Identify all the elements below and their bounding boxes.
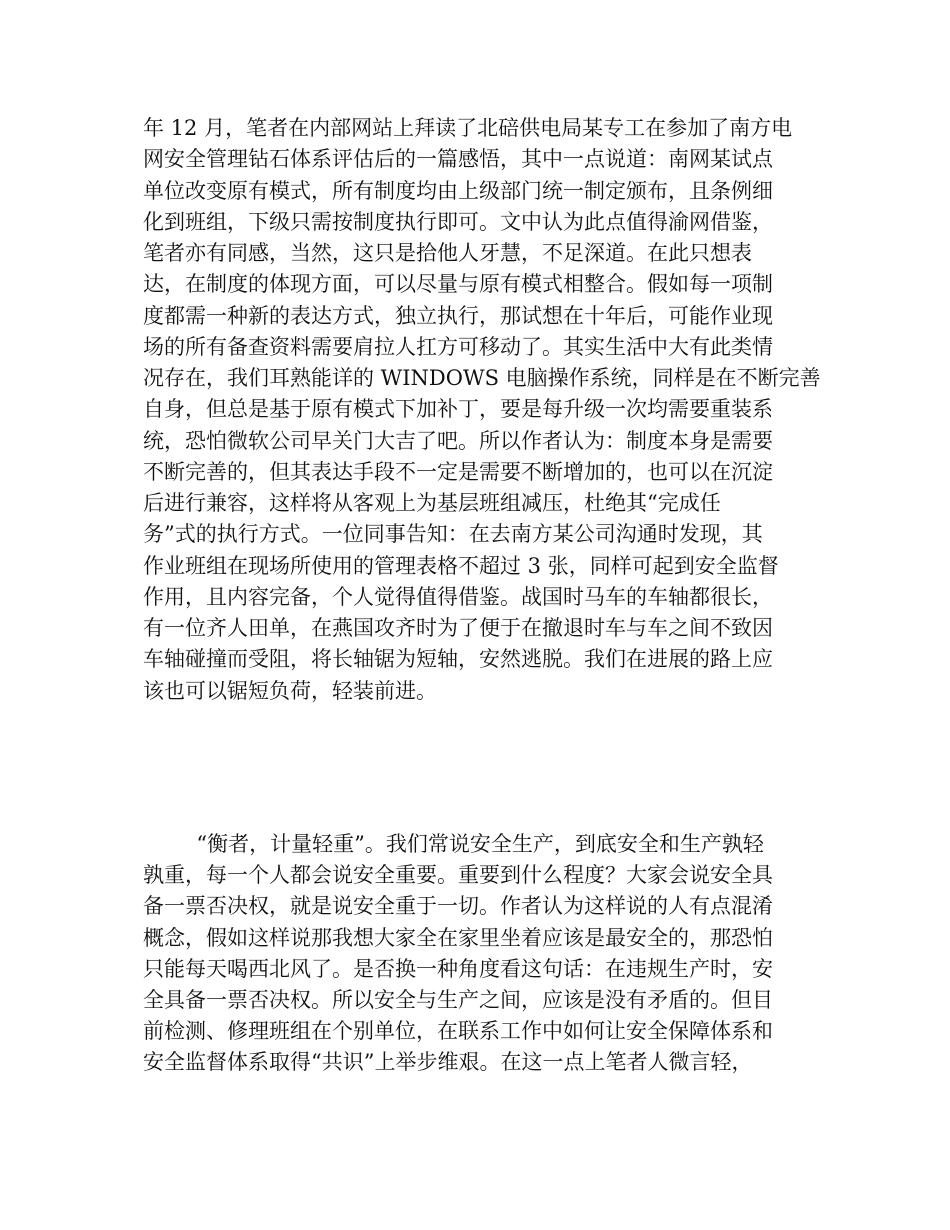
- text-line: 孰重，每一个人都会说安全重要。重要到什么程度？大家会说安全具: [143, 863, 773, 888]
- text-line: 场的所有备查资料需要肩拉人扛方可移动了。其实生活中大有此类情: [143, 334, 773, 359]
- text-line: 备一票否决权，就是说安全重于一切。作者认为这样说的人有点混淆: [143, 894, 773, 919]
- text-line: 统，恐怕微软公司早关门大吉了吧。所以作者认为：制度本身是需要: [143, 428, 773, 453]
- text-line: 年 12 月，笔者在内部网站上拜读了北碚供电局某专工在参加了南方电: [143, 116, 793, 140]
- paragraph-2: [143, 829, 823, 1079]
- text-line: 后进行兼容，这样将从客观上为基层班组减压，杜绝其“完成任: [143, 491, 721, 515]
- text-line: 前检测、修理班组在个别单位，在联系工作中如何让安全保障体系和: [143, 1019, 773, 1044]
- text-line: 达，在制度的体现方面，可以尽量与原有模式相整合。假如每一项制: [143, 272, 773, 297]
- text-line: 不断完善的，但其表达手段不一定是需要不断增加的，也可以在沉淀: [143, 459, 773, 484]
- text-line: 只能每天喝西北风了。是否换一种角度看这句话：在违规生产时，安: [143, 956, 773, 981]
- text-line: 作业班组在现场所使用的管理表格不超过 3 张，同样可起到安全监督: [143, 553, 779, 578]
- text-line: 自身，但总是基于原有模式下加补丁，要是每升级一次均需要重装系: [143, 397, 773, 422]
- text-line: 单位改变原有模式，所有制度均由上级部门统一制定颁布，且条例细: [143, 178, 773, 203]
- text-line: 该也可以锯短负荷，轻装前进。: [143, 678, 437, 703]
- text-line: 作用，且内容完备，个人觉得值得借鉴。战国时马车的车轴都很长，: [143, 584, 773, 609]
- text-line: 况存在，我们耳熟能详的 WINDOWS 电脑操作系统，同样是在不断完善: [143, 366, 821, 390]
- text-line: 安全监督体系取得“共识”上举步维艰。在这一点上笔者人微言轻，: [143, 1050, 753, 1075]
- paragraph-1: [143, 113, 823, 707]
- text-line: “衡者，计量轻重”。我们常说安全生产，到底安全和生产孰轻: [143, 832, 764, 856]
- text-line: 度都需一种新的表达方式，独立执行，那试想在十年后，可能作业现: [143, 303, 773, 328]
- text-line: 网安全管理钻石体系评估后的一篇感悟，其中一点说道：南网某试点: [143, 147, 773, 172]
- text-line: 务”式的执行方式。一位同事告知：在去南方某公司沟通时发现，其: [143, 522, 763, 547]
- text-line: 概念，假如这样说那我想大家全在家里坐着应该是最安全的，那恐怕: [143, 925, 773, 950]
- text-line: 全具备一票否决权。所以安全与生产之间，应该是没有矛盾的。但目: [143, 987, 773, 1012]
- text-line: 车轴碰撞而受阻，将长轴锯为短轴，安然逃脱。我们在进展的路上应: [143, 647, 773, 672]
- text-line: 有一位齐人田单，在燕国攻齐时为了便于在撤退时车与车之间不致因: [143, 616, 773, 640]
- text-line: 化到班组，下级只需按制度执行即可。文中认为此点值得渝网借鉴，: [143, 209, 773, 234]
- text-line: 笔者亦有同感，当然，这只是拾他人牙慧，不足深道。在此只想表: [143, 241, 752, 265]
